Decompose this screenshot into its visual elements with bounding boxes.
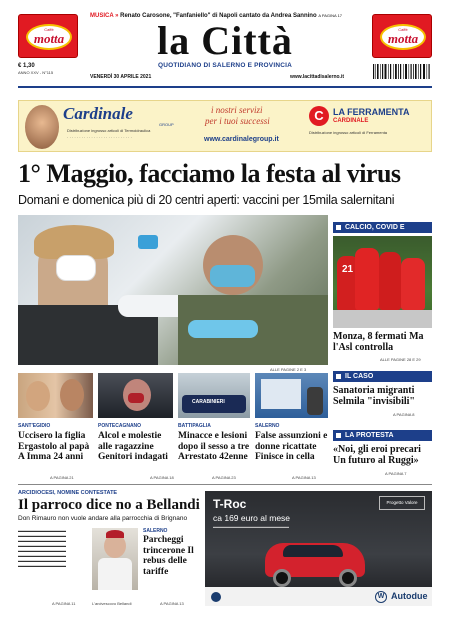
story-photo-3[interactable]: CARABINIERI [178, 373, 250, 418]
left-motta-logo: Caffè motta [18, 14, 78, 58]
masthead-rule [18, 86, 432, 88]
brief-section: SALERNO [143, 528, 168, 534]
bottom-body-text: ▬▬▬▬▬▬▬▬▬▬▬▬ ▬▬▬▬▬▬▬▬▬▬▬▬ ▬▬▬▬▬▬▬▬▬▬▬▬ ▬▬▬▬▬▬▬▬▬▬▬▬ ▬▬▬▬▬▬▬▬▬▬▬▬ ▬▬▬▬▬▬▬▬▬▬▬▬ ▬▬▬▬▬▬▬▬▬▬▬▬ ▬▬▬▬▬▬▬▬▬▬▬▬ [18, 528, 66, 568]
story-4-section: SALERNO [255, 423, 280, 429]
car-ad-label: Progetto Valore [379, 496, 425, 510]
case-section-label: IL CASO [333, 371, 432, 382]
lead-headline[interactable]: 1° Maggio, facciamo la festa al virus [18, 159, 401, 188]
brief-headline[interactable]: Parcheggi trincerone Il rebus delle tariffe [143, 535, 194, 577]
ad-slogan-1: i nostri servizi [211, 105, 263, 115]
top-teaser[interactable]: MUSICA » Renato Carosone, "Fanfaniello" di Napoli cantato da Andrea Sannino A PAGINA 17 [90, 13, 343, 19]
car-model: T-Roc [213, 497, 247, 511]
story-2-section: PONTECAGNANO [98, 423, 142, 429]
bottom-headline[interactable]: Il parroco dice no a Bellandi [18, 497, 200, 513]
lead-subhead: Domani e domenica più di 20 centri aperti: vaccini per 15mila salernitani [18, 193, 395, 207]
ferramenta-name: LA FERRAMENTA [333, 107, 410, 117]
troc-car-ad[interactable]: T-Roc ca 169 euro al mese ▬▬▬▬▬▬▬▬▬▬▬▬▬▬▬▬▬▬▬ Progetto Valore W Autodue [205, 491, 432, 606]
story-photo-1[interactable] [18, 373, 93, 418]
website-link[interactable]: www.lacittadisalerno.it [290, 74, 344, 80]
woman-photo [25, 105, 59, 149]
volkswagen-icon [211, 592, 221, 602]
cardinale-ad-banner[interactable]: Cardinale GROUP Distribuzione ingrosso articoli di Termoidraulica · · · · · · · · · · · · · · · · · · · · · · · · · · · i nostri servizi per i tuoi successi www.cardinalegroup.it C LA FERRAMENTA CARDINALE Distribuzione ingrosso articoli di Ferramenta [18, 100, 432, 152]
cardinale-brand: Cardinale [63, 104, 133, 123]
story-photo-2[interactable] [98, 373, 173, 418]
story-1-section: SANT'EGIDIO [18, 423, 51, 429]
protest-headline[interactable]: «Noi, gli eroi precari Un futuro al Ruggi» [333, 444, 421, 466]
story-2-ref[interactable]: A PAGINA 18 [150, 475, 174, 480]
bottom-subhead: Don Rimauro non vuole andare alla parrocchia di Brignano [18, 515, 188, 522]
case-ref[interactable]: A PAGINA 8 [393, 412, 415, 417]
section-divider [18, 484, 432, 485]
story-4-ref[interactable]: A PAGINA 13 [292, 475, 316, 480]
bishop-photo[interactable] [92, 528, 138, 590]
story-3-ref[interactable]: A PAGINA 23 [212, 475, 236, 480]
barcode-icon [372, 64, 432, 82]
story-1-headline[interactable]: Uccisero la figlia Ergastolo al papà A Imma 24 anni [18, 431, 90, 462]
car-dealer-brand: Autodue [391, 591, 428, 601]
lead-photo[interactable] [18, 215, 328, 365]
sport-section-label: CALCIO, COVID E [333, 222, 432, 233]
story-1-ref[interactable]: A PAGINA 21 [50, 475, 74, 480]
cardinale-group: GROUP [159, 122, 174, 127]
story-3-headline[interactable]: Minacce e lesioni dopo il sesso a tre Arrestato 42enne [178, 431, 250, 462]
newspaper-title: la Città [157, 18, 293, 63]
sport-ref[interactable]: ALLE PAGINE 28 E 29 [380, 357, 421, 362]
car-price: ca 169 euro al mese [213, 513, 291, 523]
ad-website[interactable]: www.cardinalegroup.it [204, 136, 279, 143]
year-issue: ANNO XXV - N°115 [18, 70, 54, 75]
bottom-kicker: ARCIDIOCESI, NOMINE CONTESTATE [18, 490, 118, 496]
bishop-caption: L'arcivescovo Bellandi [92, 601, 132, 606]
brief-ref[interactable]: A PAGINA 13 [160, 601, 184, 606]
newspaper-subtitle: QUOTIDIANO DI SALERNO E PROVINCIA [157, 62, 293, 69]
story-photo-4[interactable] [255, 373, 328, 418]
story-3-section: BATTIPAGLIA [178, 423, 211, 429]
sport-headline[interactable]: Monza, 8 fermati Ma l'Asl controlla [333, 331, 424, 353]
lead-photo-ref[interactable]: ALLE PAGINE 2 E 3 [270, 367, 307, 372]
price: € 1,30 [18, 63, 35, 69]
ad-slogan-2: per i tuoi successi [205, 116, 270, 126]
case-headline[interactable]: Sanatoria migranti Selmila "invisibili" [333, 385, 415, 407]
issue-date: VENERDÌ 30 APRILE 2021 [90, 74, 152, 80]
ferramenta-logo-icon: C [309, 106, 329, 126]
cardinale-desc: Distribuzione ingrosso articoli di Termoidraulica [67, 128, 151, 133]
ferramenta-sub: CARDINALE [333, 118, 369, 124]
sport-photo[interactable]: 21 [333, 236, 432, 328]
ferramenta-desc: Distribuzione ingrosso articoli di Ferramenta [309, 130, 388, 135]
right-motta-logo: Caffè motta [372, 14, 432, 58]
story-2-headline[interactable]: Alcol e molestie alle ragazzine Genitori indagati [98, 431, 168, 462]
protest-ref[interactable]: A PAGINA 7 [385, 471, 407, 476]
bottom-ref[interactable]: A PAGINA 11 [52, 601, 76, 606]
story-4-headline[interactable]: False assunzioni e donne ricattate Finisce in cella [255, 431, 328, 462]
protest-section-label: LA PROTESTA [333, 430, 432, 441]
vw-logo-icon: W [375, 591, 387, 603]
